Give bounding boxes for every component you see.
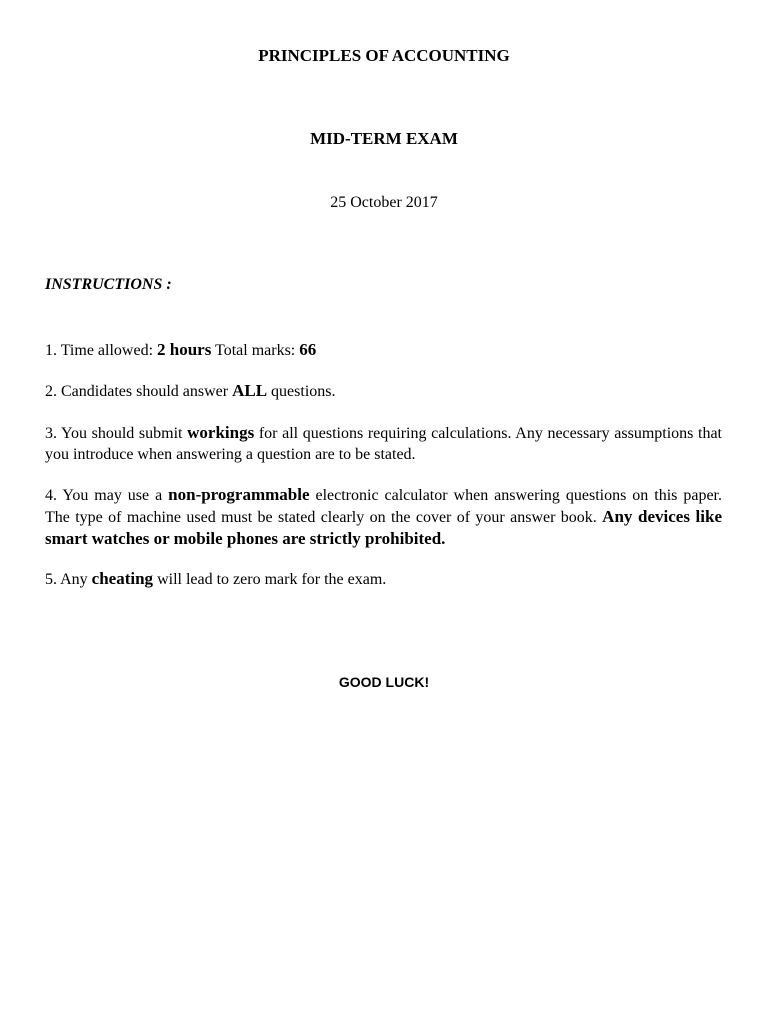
instruction-3-prefix: 3. You should submit	[45, 425, 188, 442]
instruction-5-suffix: will lead to zero mark for the exam.	[153, 571, 387, 588]
total-marks-value: 66	[299, 340, 317, 359]
instruction-3-suffix: for all questions requiring calculations. Any necessary assumptions that you introduce when answering a question are to be stated.	[45, 425, 723, 463]
instructions-heading: INSTRUCTIONS :	[45, 276, 172, 293]
instruction-3-emphasis: workings	[187, 423, 255, 442]
exam-date: 25 October 2017	[330, 194, 438, 211]
instruction-item-5	[45, 568, 722, 590]
instruction-4-warning: Any devices like smart watches or mobile phones are strictly prohibited.	[45, 507, 723, 548]
exam-title: MID-TERM EXAM	[310, 129, 458, 148]
instruction-5-prefix: 5. Any	[45, 571, 92, 588]
time-allowed-value: 2 hours	[157, 340, 212, 359]
instruction-item-1	[45, 339, 722, 361]
course-title: PRINCIPLES OF ACCOUNTING	[258, 46, 510, 65]
instruction-item-4	[45, 484, 722, 550]
instruction-item-2	[45, 380, 722, 402]
instruction-1-prefix: 1. Time allowed:	[45, 342, 158, 359]
instruction-4-middle: electronic calculator when answering questions on this paper. The type of machine used must be stated clearly on the cover of your answer book.	[45, 487, 722, 526]
instruction-2-prefix: 2. Candidates should answer	[45, 383, 233, 400]
instruction-item-3	[45, 422, 722, 465]
instruction-4-emphasis: non-programmable	[168, 485, 310, 504]
instruction-1-middle: Total marks:	[211, 342, 300, 359]
instruction-4-prefix: 4. You may use a	[45, 487, 169, 504]
closing-message: GOOD LUCK!	[338, 674, 430, 690]
instruction-2-emphasis: ALL	[232, 381, 268, 400]
instruction-2-suffix: questions.	[267, 383, 336, 400]
instruction-5-emphasis: cheating	[91, 569, 154, 588]
